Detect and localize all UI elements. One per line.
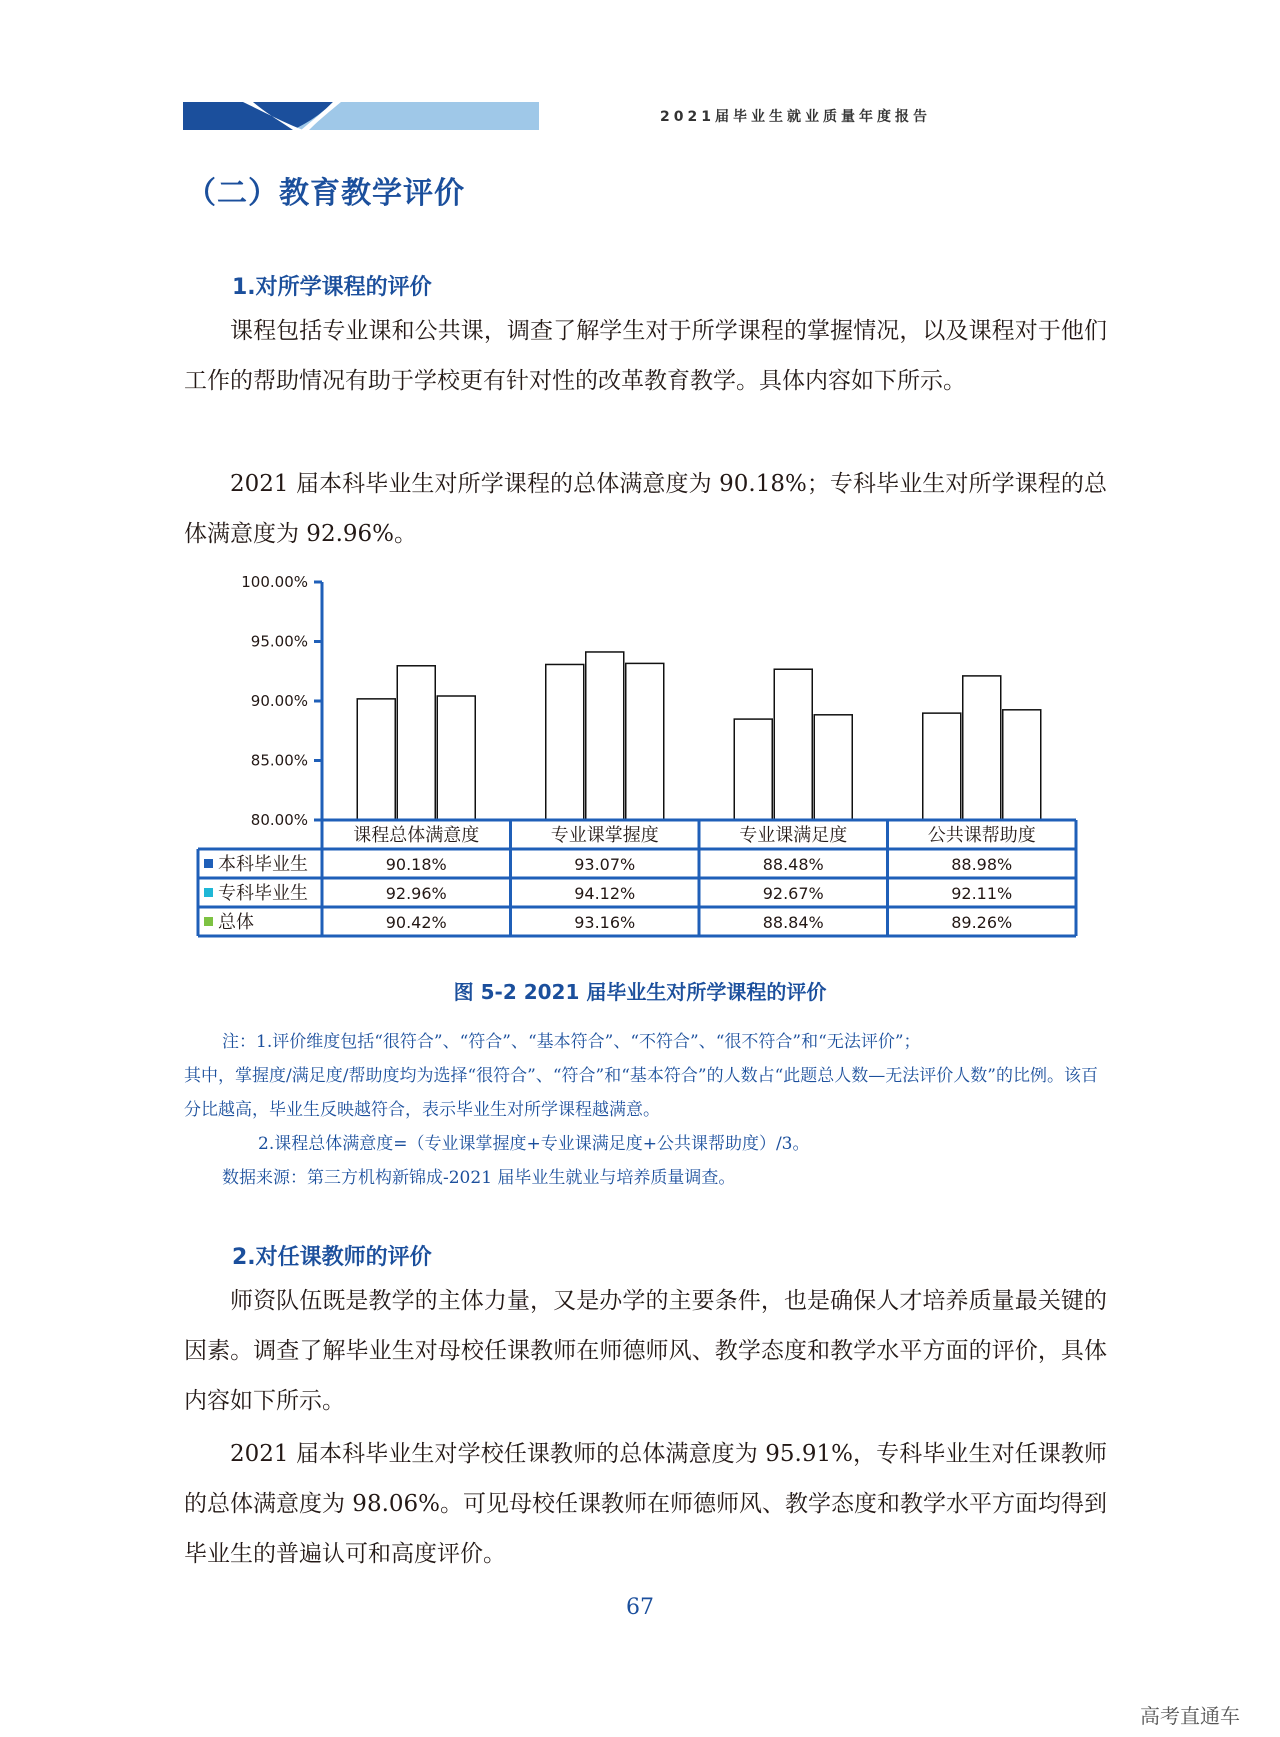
figure-caption: 图 5-2 2021 届毕业生对所学课程的评价 (453, 980, 827, 1004)
legend-label: 总体 (218, 912, 254, 933)
y-tick-label: 80.00% (250, 811, 308, 829)
data-label: 90.18% (385, 855, 447, 874)
bar (1003, 710, 1041, 820)
legend-swatch (204, 917, 213, 926)
category-label: 公共课帮助度 (927, 825, 1036, 846)
data-label: 92.67% (762, 884, 824, 903)
bar (586, 652, 624, 820)
data-label: 93.16% (574, 913, 636, 932)
section-title: （二）教育教学评价 (186, 176, 465, 211)
page-number: 67 (626, 1595, 654, 1620)
y-tick-label: 90.00% (250, 692, 308, 710)
data-source: 数据来源：第三方机构新锦成-2021 届毕业生就业与培养质量调查。 (222, 1168, 736, 1188)
data-label: 89.26% (951, 913, 1013, 932)
category-label: 专业课掌握度 (550, 825, 659, 846)
bar (437, 696, 475, 820)
bar (357, 699, 395, 820)
legend-label: 本科毕业生 (218, 854, 308, 875)
y-tick-label: 100.00% (241, 573, 308, 591)
bar (626, 663, 664, 820)
legend-swatch (204, 859, 213, 868)
part2-para2: 2021 届本科毕业生对学校任课教师的总体满意度为 95.91%，专科毕业生对任课教师的总体满意度为 98.06%。可见母校任课教师在师德师风、教学态度和教学水平方面均得到毕业生的普遍认可和高度评价。 (184, 1441, 1108, 1567)
data-label: 94.12% (574, 884, 636, 903)
bar (734, 719, 772, 820)
data-label: 90.42% (385, 913, 447, 932)
data-label: 88.48% (762, 855, 824, 874)
legend-swatch (204, 888, 213, 897)
bar (923, 713, 961, 820)
data-label: 88.84% (762, 913, 824, 932)
chart-y-ticks (241, 573, 322, 829)
bar (963, 676, 1001, 820)
part1-heading: 1.对所学课程的评价 (232, 275, 432, 300)
note1-line1: 注：1.评价维度包括“很符合”、“符合”、“基本符合”、“不符合”、“很不符合”和“无法评价”； (222, 1032, 921, 1052)
note1-rest: 其中，掌握度/满足度/帮助度均为选择“很符合”、“符合”和“基本符合”的人数占“此题总人数—无法评价人数”的比例。该百分比越高，毕业生反映越符合，表示毕业生对所学课程越满意。 (184, 1066, 1098, 1120)
data-label: 92.96% (385, 884, 447, 903)
bar (774, 669, 812, 820)
bar (397, 666, 435, 820)
note2: 2.课程总体满意度=（专业课掌握度+专业课满足度+公共课帮助度）/3。 (258, 1134, 810, 1154)
category-label: 专业课满足度 (739, 825, 848, 846)
y-tick-label: 95.00% (250, 632, 308, 651)
part1-para2: 2021 届本科毕业生对所学课程的总体满意度为 90.18%；专科毕业生对所学课程的总体满意度为 92.96%。 (184, 471, 1107, 547)
chart-data-table (198, 820, 1076, 936)
legend-label: 专科毕业生 (218, 883, 308, 904)
header-report-title: 2021届毕业生就业质量年度报告 (660, 109, 931, 125)
part2-heading: 2.对任课教师的评价 (232, 1245, 432, 1270)
data-label: 93.07% (574, 855, 636, 874)
bar (546, 664, 584, 820)
y-tick-label: 85.00% (250, 751, 308, 770)
watermark: 高考直通车 (1140, 1704, 1240, 1728)
part1-para1: 课程包括专业课和公共课，调查了解学生对于所学课程的掌握情况，以及课程对于他们工作的帮助情况有助于学校更有针对性的改革教育教学。具体内容如下所示。 (184, 318, 1107, 394)
category-label: 课程总体满意度 (353, 825, 480, 846)
chart-bars (357, 652, 1041, 820)
part2-para1: 师资队伍既是教学的主体力量，又是办学的主要条件，也是确保人才培养质量最关键的因素。调查了解毕业生对母校任课教师在师德师风、教学态度和教学水平方面的评价，具体内容如下所示。 (184, 1288, 1107, 1414)
data-label: 88.98% (951, 855, 1013, 874)
bar (814, 715, 852, 820)
data-label: 92.11% (951, 884, 1013, 903)
